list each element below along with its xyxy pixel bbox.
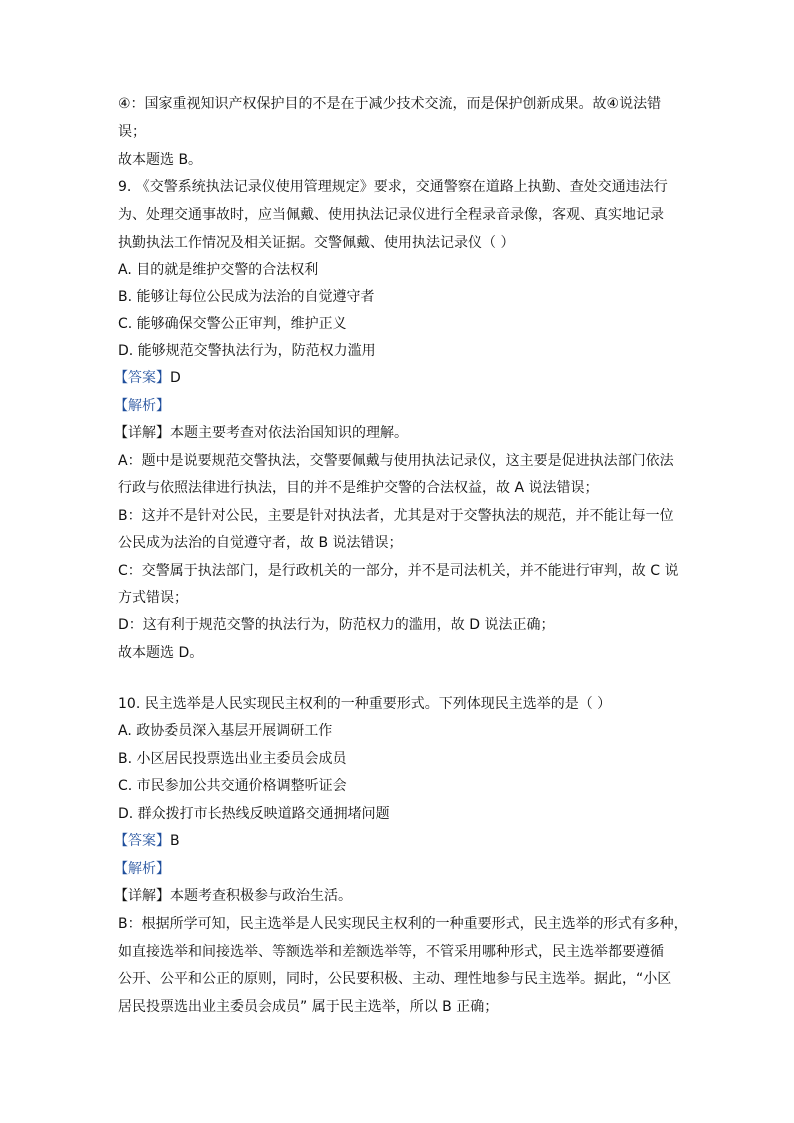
q10-answer-value: B: [170, 833, 180, 849]
q10-detail-text: 本题考查积极参与政治生活。: [170, 888, 352, 904]
q9-stem-line2: 为、处理交通事故时，应当佩戴、使用执法记录仪进行全程录音录像，客观、真实地记录: [118, 207, 664, 223]
q9-stem-line3: 执勤执法工作情况及相关证据。交警佩戴、使用执法记录仪（ ）: [118, 235, 515, 251]
q9-answer-value: D: [170, 370, 181, 386]
q10-option-d: D. 群众拨打市长热线反映道路交通拥堵问题: [118, 806, 390, 822]
q9-stem-line1: 9. 《交警系统执法记录仪使用管理规定》要求，交通警察在道路上执勤、查处交通违法行: [118, 179, 668, 195]
q9-analysis-tag: 【解析】: [114, 398, 170, 414]
q9-answer: [114, 368, 181, 388]
q10-b-line2: 如直接选举和间接选举、等额选举和差额选举等，不管采用哪种形式，民主选举都要遵循: [118, 944, 664, 960]
q10-option-c: C. 市民参加公共交通价格调整听证会: [118, 778, 347, 794]
q9-b-line1: B：这并不是针对公民，主要是针对执法者，尤其是对于交警执法的规范，并不能让每一位: [118, 508, 674, 524]
q10-stem-line1: 10. 民主选举是人民实现民主权利的一种重要形式。下列体现民主选举的是（ ）: [118, 696, 612, 712]
q9-detail-text: 本题主要考查对依法治国知识的理解。: [170, 425, 408, 441]
q10-b-line1: B：根据所学可知，民主选举是人民实现民主权利的一种重要形式，民主选举的形式有多种，: [118, 916, 688, 932]
q10-detail: [114, 886, 352, 906]
q9-detail-tag: 【详解】: [114, 425, 170, 441]
q10-analysis-tag: 【解析】: [114, 861, 170, 877]
prev-conclusion: 故本题选 B。: [118, 152, 203, 168]
q9-d-line1: D：这有利于规范交警的执法行为，防范权力的滥用，故 D 说法正确；: [118, 617, 555, 633]
q9-option-b: B. 能够让每位公民成为法治的自觉遵守者: [118, 289, 375, 305]
q9-a-line2: 行政与依照法律进行执法，目的并不是维护交警的合法权益，故 A 说法错误；: [118, 480, 599, 496]
q9-conclusion: 故本题选 D。: [118, 645, 204, 661]
prev-item4-line1: ④：国家重视知识产权保护目的不是在于减少技术交流，而是保护创新成果。故④说法错: [118, 96, 662, 112]
prev-item4-line2: 误；: [118, 124, 146, 140]
q10-b-line3: 公开、公平和公正的原则，同时，公民要积极、主动、理性地参与民主选举。据此，“小区: [118, 971, 672, 987]
q9-analysis: [114, 396, 170, 416]
q9-answer-tag: 【答案】: [114, 370, 170, 386]
q9-option-a: A. 目的就是维护交警的合法权利: [118, 262, 319, 278]
q9-option-c: C. 能够确保交警公正审判，维护正义: [118, 316, 347, 332]
q9-detail: [114, 423, 408, 443]
q9-c-line1: C：交警属于执法部门，是行政机关的一部分，并不是司法机关，并不能进行审判，故 C 说: [118, 563, 679, 579]
q9-c-line2: 方式错误；: [118, 590, 188, 606]
q10-analysis: [114, 859, 170, 879]
q9-option-d: D. 能够规范交警执法行为，防范权力滥用: [118, 343, 376, 359]
q10-b-line4: 居民投票选出业主委员会成员” 属于民主选举，所以 B 正确；: [118, 999, 499, 1015]
q9-a-line1: A：题中是说要规范交警执法，交警要佩戴与使用执法记录仪，这主要是促进执法部门依法: [118, 453, 674, 469]
q10-option-b: B. 小区居民投票选出业主委员会成员: [118, 751, 347, 767]
q10-answer-tag: 【答案】: [114, 833, 170, 849]
q9-b-line2: 公民成为法治的自觉遵守者，故 B 说法错误；: [118, 535, 403, 551]
q10-answer: [114, 831, 180, 851]
q10-option-a: A. 政协委员深入基层开展调研工作: [118, 723, 333, 739]
q10-detail-tag: 【详解】: [114, 888, 170, 904]
